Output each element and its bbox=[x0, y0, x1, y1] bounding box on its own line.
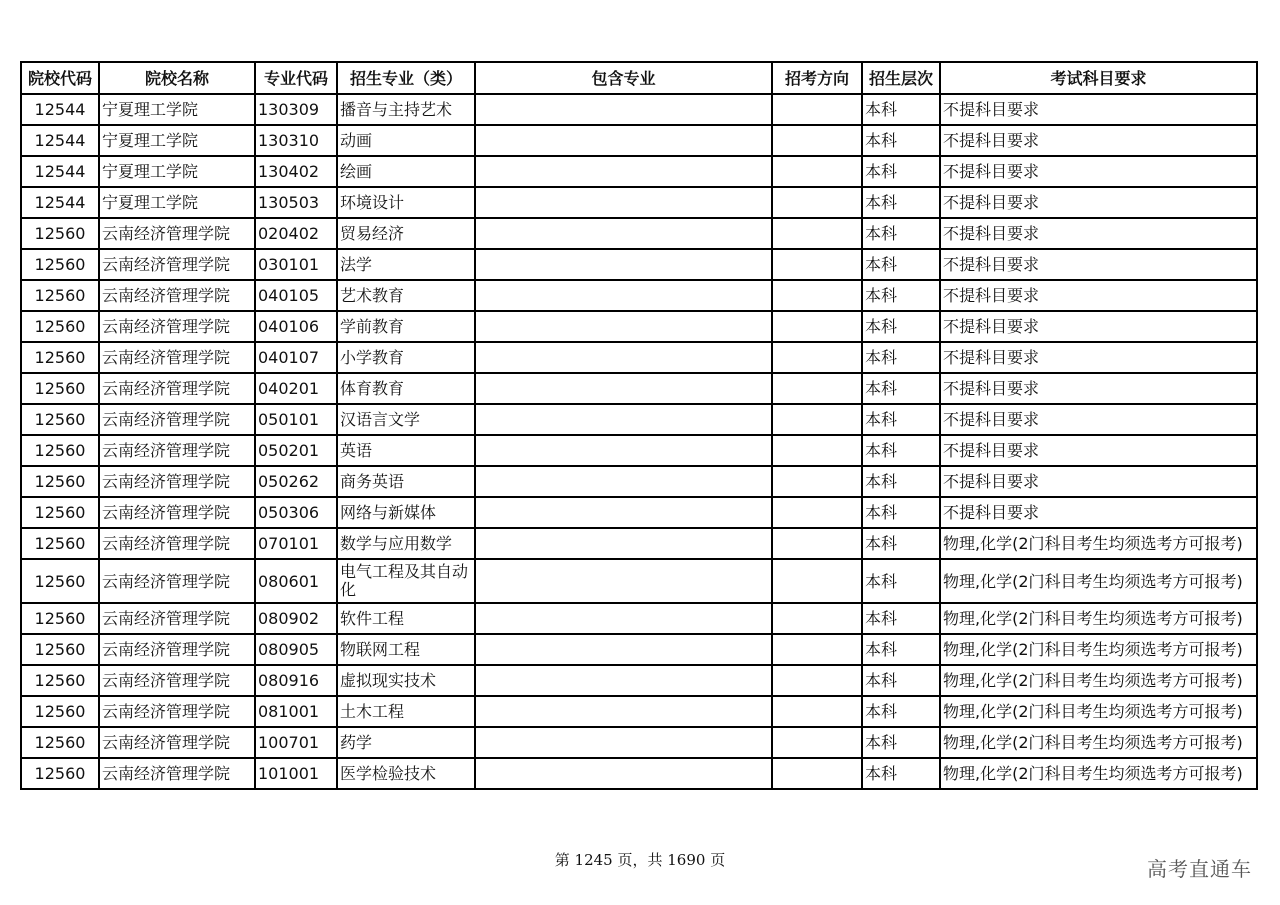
cell-major-code: 081001 bbox=[255, 696, 337, 727]
cell-subject-requirement: 物理,化学(2门科目考生均须选考方可报考) bbox=[940, 559, 1257, 603]
cell-school-name: 云南经济管理学院 bbox=[99, 497, 255, 528]
cell-school-name: 云南经济管理学院 bbox=[99, 634, 255, 665]
cell-subject-requirement: 不提科目要求 bbox=[940, 373, 1257, 404]
cell-included-majors bbox=[475, 187, 772, 218]
cell-direction bbox=[772, 249, 862, 280]
cell-major-code: 080902 bbox=[255, 603, 337, 634]
cell-direction bbox=[772, 156, 862, 187]
cell-included-majors bbox=[475, 156, 772, 187]
cell-school-name: 云南经济管理学院 bbox=[99, 466, 255, 497]
cell-direction bbox=[772, 696, 862, 727]
cell-school-code: 12560 bbox=[21, 528, 99, 559]
cell-subject-requirement: 物理,化学(2门科目考生均须选考方可报考) bbox=[940, 727, 1257, 758]
cell-major: 网络与新媒体 bbox=[337, 497, 475, 528]
cell-school-code: 12560 bbox=[21, 634, 99, 665]
cell-subject-requirement: 不提科目要求 bbox=[940, 218, 1257, 249]
cell-school-code: 12560 bbox=[21, 466, 99, 497]
cell-level: 本科 bbox=[862, 373, 940, 404]
cell-direction bbox=[772, 280, 862, 311]
cell-major: 绘画 bbox=[337, 156, 475, 187]
cell-major-code: 040201 bbox=[255, 373, 337, 404]
header-level: 招生层次 bbox=[862, 62, 940, 94]
cell-major-code: 080601 bbox=[255, 559, 337, 603]
cell-direction bbox=[772, 187, 862, 218]
cell-subject-requirement: 不提科目要求 bbox=[940, 125, 1257, 156]
cell-level: 本科 bbox=[862, 466, 940, 497]
cell-school-code: 12560 bbox=[21, 727, 99, 758]
header-major: 招生专业（类） bbox=[337, 62, 475, 94]
cell-level: 本科 bbox=[862, 94, 940, 125]
cell-direction bbox=[772, 342, 862, 373]
cell-direction bbox=[772, 311, 862, 342]
cell-school-name: 云南经济管理学院 bbox=[99, 528, 255, 559]
cell-included-majors bbox=[475, 696, 772, 727]
cell-school-name: 宁夏理工学院 bbox=[99, 94, 255, 125]
cell-major: 虚拟现实技术 bbox=[337, 665, 475, 696]
table-row bbox=[21, 466, 1257, 497]
cell-subject-requirement: 不提科目要求 bbox=[940, 280, 1257, 311]
cell-major: 软件工程 bbox=[337, 603, 475, 634]
cell-school-name: 云南经济管理学院 bbox=[99, 603, 255, 634]
cell-level: 本科 bbox=[862, 497, 940, 528]
cell-school-code: 12560 bbox=[21, 603, 99, 634]
cell-included-majors bbox=[475, 603, 772, 634]
table-row bbox=[21, 280, 1257, 311]
table-row bbox=[21, 497, 1257, 528]
cell-included-majors bbox=[475, 497, 772, 528]
table-row bbox=[21, 696, 1257, 727]
cell-direction bbox=[772, 125, 862, 156]
cell-included-majors bbox=[475, 280, 772, 311]
cell-level: 本科 bbox=[862, 665, 940, 696]
admission-table bbox=[20, 61, 1258, 790]
cell-included-majors bbox=[475, 311, 772, 342]
cell-level: 本科 bbox=[862, 727, 940, 758]
cell-subject-requirement: 物理,化学(2门科目考生均须选考方可报考) bbox=[940, 603, 1257, 634]
cell-school-name: 云南经济管理学院 bbox=[99, 249, 255, 280]
cell-major: 物联网工程 bbox=[337, 634, 475, 665]
cell-school-code: 12560 bbox=[21, 404, 99, 435]
cell-subject-requirement: 物理,化学(2门科目考生均须选考方可报考) bbox=[940, 634, 1257, 665]
table-row bbox=[21, 634, 1257, 665]
cell-direction bbox=[772, 634, 862, 665]
header-subject-requirement: 考试科目要求 bbox=[940, 62, 1257, 94]
cell-subject-requirement: 不提科目要求 bbox=[940, 187, 1257, 218]
cell-level: 本科 bbox=[862, 218, 940, 249]
cell-major: 商务英语 bbox=[337, 466, 475, 497]
cell-school-code: 12560 bbox=[21, 311, 99, 342]
cell-level: 本科 bbox=[862, 156, 940, 187]
cell-major: 学前教育 bbox=[337, 311, 475, 342]
cell-major-code: 130309 bbox=[255, 94, 337, 125]
cell-school-name: 云南经济管理学院 bbox=[99, 404, 255, 435]
cell-subject-requirement: 不提科目要求 bbox=[940, 249, 1257, 280]
cell-included-majors bbox=[475, 634, 772, 665]
cell-major-code: 040106 bbox=[255, 311, 337, 342]
table-row bbox=[21, 665, 1257, 696]
cell-level: 本科 bbox=[862, 125, 940, 156]
cell-level: 本科 bbox=[862, 187, 940, 218]
cell-subject-requirement: 不提科目要求 bbox=[940, 94, 1257, 125]
cell-school-code: 12560 bbox=[21, 758, 99, 789]
table-row bbox=[21, 125, 1257, 156]
header-school-name: 院校名称 bbox=[99, 62, 255, 94]
cell-major-code: 101001 bbox=[255, 758, 337, 789]
cell-school-code: 12560 bbox=[21, 497, 99, 528]
cell-included-majors bbox=[475, 342, 772, 373]
cell-school-code: 12560 bbox=[21, 342, 99, 373]
cell-major: 电气工程及其自动化 bbox=[337, 559, 475, 603]
cell-direction bbox=[772, 603, 862, 634]
cell-level: 本科 bbox=[862, 634, 940, 665]
header-school-code: 院校代码 bbox=[21, 62, 99, 94]
cell-subject-requirement: 不提科目要求 bbox=[940, 497, 1257, 528]
header-included-majors: 包含专业 bbox=[475, 62, 772, 94]
cell-major-code: 050201 bbox=[255, 435, 337, 466]
table-row bbox=[21, 727, 1257, 758]
cell-direction bbox=[772, 466, 862, 497]
cell-level: 本科 bbox=[862, 404, 940, 435]
cell-subject-requirement: 不提科目要求 bbox=[940, 435, 1257, 466]
cell-level: 本科 bbox=[862, 342, 940, 373]
cell-level: 本科 bbox=[862, 435, 940, 466]
cell-subject-requirement: 物理,化学(2门科目考生均须选考方可报考) bbox=[940, 665, 1257, 696]
cell-major-code: 080905 bbox=[255, 634, 337, 665]
cell-major-code: 130402 bbox=[255, 156, 337, 187]
cell-major-code: 070101 bbox=[255, 528, 337, 559]
cell-school-code: 12544 bbox=[21, 187, 99, 218]
cell-school-name: 云南经济管理学院 bbox=[99, 435, 255, 466]
cell-direction bbox=[772, 559, 862, 603]
cell-major: 英语 bbox=[337, 435, 475, 466]
cell-level: 本科 bbox=[862, 280, 940, 311]
table-row bbox=[21, 156, 1257, 187]
cell-included-majors bbox=[475, 373, 772, 404]
cell-level: 本科 bbox=[862, 528, 940, 559]
cell-major: 艺术教育 bbox=[337, 280, 475, 311]
cell-direction bbox=[772, 404, 862, 435]
cell-major-code: 130310 bbox=[255, 125, 337, 156]
cell-level: 本科 bbox=[862, 559, 940, 603]
cell-major: 播音与主持艺术 bbox=[337, 94, 475, 125]
cell-school-code: 12560 bbox=[21, 280, 99, 311]
cell-major: 小学教育 bbox=[337, 342, 475, 373]
cell-subject-requirement: 不提科目要求 bbox=[940, 311, 1257, 342]
table-row bbox=[21, 758, 1257, 789]
cell-major: 体育教育 bbox=[337, 373, 475, 404]
cell-school-name: 宁夏理工学院 bbox=[99, 156, 255, 187]
table-row bbox=[21, 187, 1257, 218]
header-direction: 招考方向 bbox=[772, 62, 862, 94]
cell-school-name: 云南经济管理学院 bbox=[99, 280, 255, 311]
cell-school-code: 12544 bbox=[21, 156, 99, 187]
cell-major: 药学 bbox=[337, 727, 475, 758]
header-major-code: 专业代码 bbox=[255, 62, 337, 94]
cell-subject-requirement: 不提科目要求 bbox=[940, 466, 1257, 497]
cell-level: 本科 bbox=[862, 696, 940, 727]
cell-level: 本科 bbox=[862, 758, 940, 789]
table-row bbox=[21, 94, 1257, 125]
cell-major: 环境设计 bbox=[337, 187, 475, 218]
cell-major-code: 100701 bbox=[255, 727, 337, 758]
table-row bbox=[21, 373, 1257, 404]
cell-level: 本科 bbox=[862, 249, 940, 280]
cell-school-code: 12544 bbox=[21, 94, 99, 125]
cell-included-majors bbox=[475, 466, 772, 497]
cell-school-name: 云南经济管理学院 bbox=[99, 665, 255, 696]
cell-major: 动画 bbox=[337, 125, 475, 156]
cell-direction bbox=[772, 373, 862, 404]
table-row bbox=[21, 603, 1257, 634]
cell-direction bbox=[772, 497, 862, 528]
cell-subject-requirement: 物理,化学(2门科目考生均须选考方可报考) bbox=[940, 528, 1257, 559]
header-row bbox=[21, 62, 1257, 94]
cell-school-code: 12560 bbox=[21, 218, 99, 249]
cell-direction bbox=[772, 218, 862, 249]
cell-level: 本科 bbox=[862, 603, 940, 634]
cell-major: 数学与应用数学 bbox=[337, 528, 475, 559]
cell-major-code: 050101 bbox=[255, 404, 337, 435]
table-row bbox=[21, 435, 1257, 466]
cell-school-code: 12560 bbox=[21, 435, 99, 466]
cell-school-name: 云南经济管理学院 bbox=[99, 727, 255, 758]
watermark: 高考直通车 bbox=[1147, 857, 1252, 881]
table-row bbox=[21, 218, 1257, 249]
cell-included-majors bbox=[475, 665, 772, 696]
cell-major-code: 080916 bbox=[255, 665, 337, 696]
table-row bbox=[21, 559, 1257, 603]
cell-direction bbox=[772, 94, 862, 125]
cell-subject-requirement: 不提科目要求 bbox=[940, 342, 1257, 373]
cell-school-name: 宁夏理工学院 bbox=[99, 187, 255, 218]
cell-direction bbox=[772, 528, 862, 559]
cell-school-name: 宁夏理工学院 bbox=[99, 125, 255, 156]
cell-subject-requirement: 物理,化学(2门科目考生均须选考方可报考) bbox=[940, 696, 1257, 727]
cell-included-majors bbox=[475, 758, 772, 789]
cell-school-code: 12560 bbox=[21, 696, 99, 727]
cell-school-code: 12560 bbox=[21, 665, 99, 696]
cell-major: 土木工程 bbox=[337, 696, 475, 727]
cell-subject-requirement: 物理,化学(2门科目考生均须选考方可报考) bbox=[940, 758, 1257, 789]
table-row bbox=[21, 249, 1257, 280]
cell-school-code: 12560 bbox=[21, 373, 99, 404]
cell-school-name: 云南经济管理学院 bbox=[99, 373, 255, 404]
table-row bbox=[21, 528, 1257, 559]
cell-included-majors bbox=[475, 249, 772, 280]
cell-included-majors bbox=[475, 125, 772, 156]
cell-included-majors bbox=[475, 94, 772, 125]
cell-direction bbox=[772, 665, 862, 696]
table-row bbox=[21, 311, 1257, 342]
cell-school-code: 12544 bbox=[21, 125, 99, 156]
cell-school-name: 云南经济管理学院 bbox=[99, 696, 255, 727]
cell-included-majors bbox=[475, 559, 772, 603]
cell-major-code: 130503 bbox=[255, 187, 337, 218]
cell-school-name: 云南经济管理学院 bbox=[99, 758, 255, 789]
page-number: 第 1245 页，共 1690 页 bbox=[554, 851, 726, 869]
cell-level: 本科 bbox=[862, 311, 940, 342]
cell-subject-requirement: 不提科目要求 bbox=[940, 404, 1257, 435]
cell-school-name: 云南经济管理学院 bbox=[99, 559, 255, 603]
cell-major-code: 050306 bbox=[255, 497, 337, 528]
cell-major: 贸易经济 bbox=[337, 218, 475, 249]
cell-included-majors bbox=[475, 435, 772, 466]
cell-direction bbox=[772, 435, 862, 466]
cell-major-code: 040105 bbox=[255, 280, 337, 311]
table-row bbox=[21, 342, 1257, 373]
cell-major-code: 040107 bbox=[255, 342, 337, 373]
cell-school-name: 云南经济管理学院 bbox=[99, 311, 255, 342]
cell-included-majors bbox=[475, 218, 772, 249]
cell-major: 汉语言文学 bbox=[337, 404, 475, 435]
cell-included-majors bbox=[475, 727, 772, 758]
cell-school-code: 12560 bbox=[21, 249, 99, 280]
cell-major-code: 050262 bbox=[255, 466, 337, 497]
cell-school-name: 云南经济管理学院 bbox=[99, 342, 255, 373]
cell-major: 医学检验技术 bbox=[337, 758, 475, 789]
cell-major-code: 030101 bbox=[255, 249, 337, 280]
cell-subject-requirement: 不提科目要求 bbox=[940, 156, 1257, 187]
cell-included-majors bbox=[475, 528, 772, 559]
cell-major-code: 020402 bbox=[255, 218, 337, 249]
cell-major: 法学 bbox=[337, 249, 475, 280]
cell-direction bbox=[772, 758, 862, 789]
cell-school-name: 云南经济管理学院 bbox=[99, 218, 255, 249]
cell-included-majors bbox=[475, 404, 772, 435]
cell-direction bbox=[772, 727, 862, 758]
table-row bbox=[21, 404, 1257, 435]
cell-school-code: 12560 bbox=[21, 559, 99, 603]
